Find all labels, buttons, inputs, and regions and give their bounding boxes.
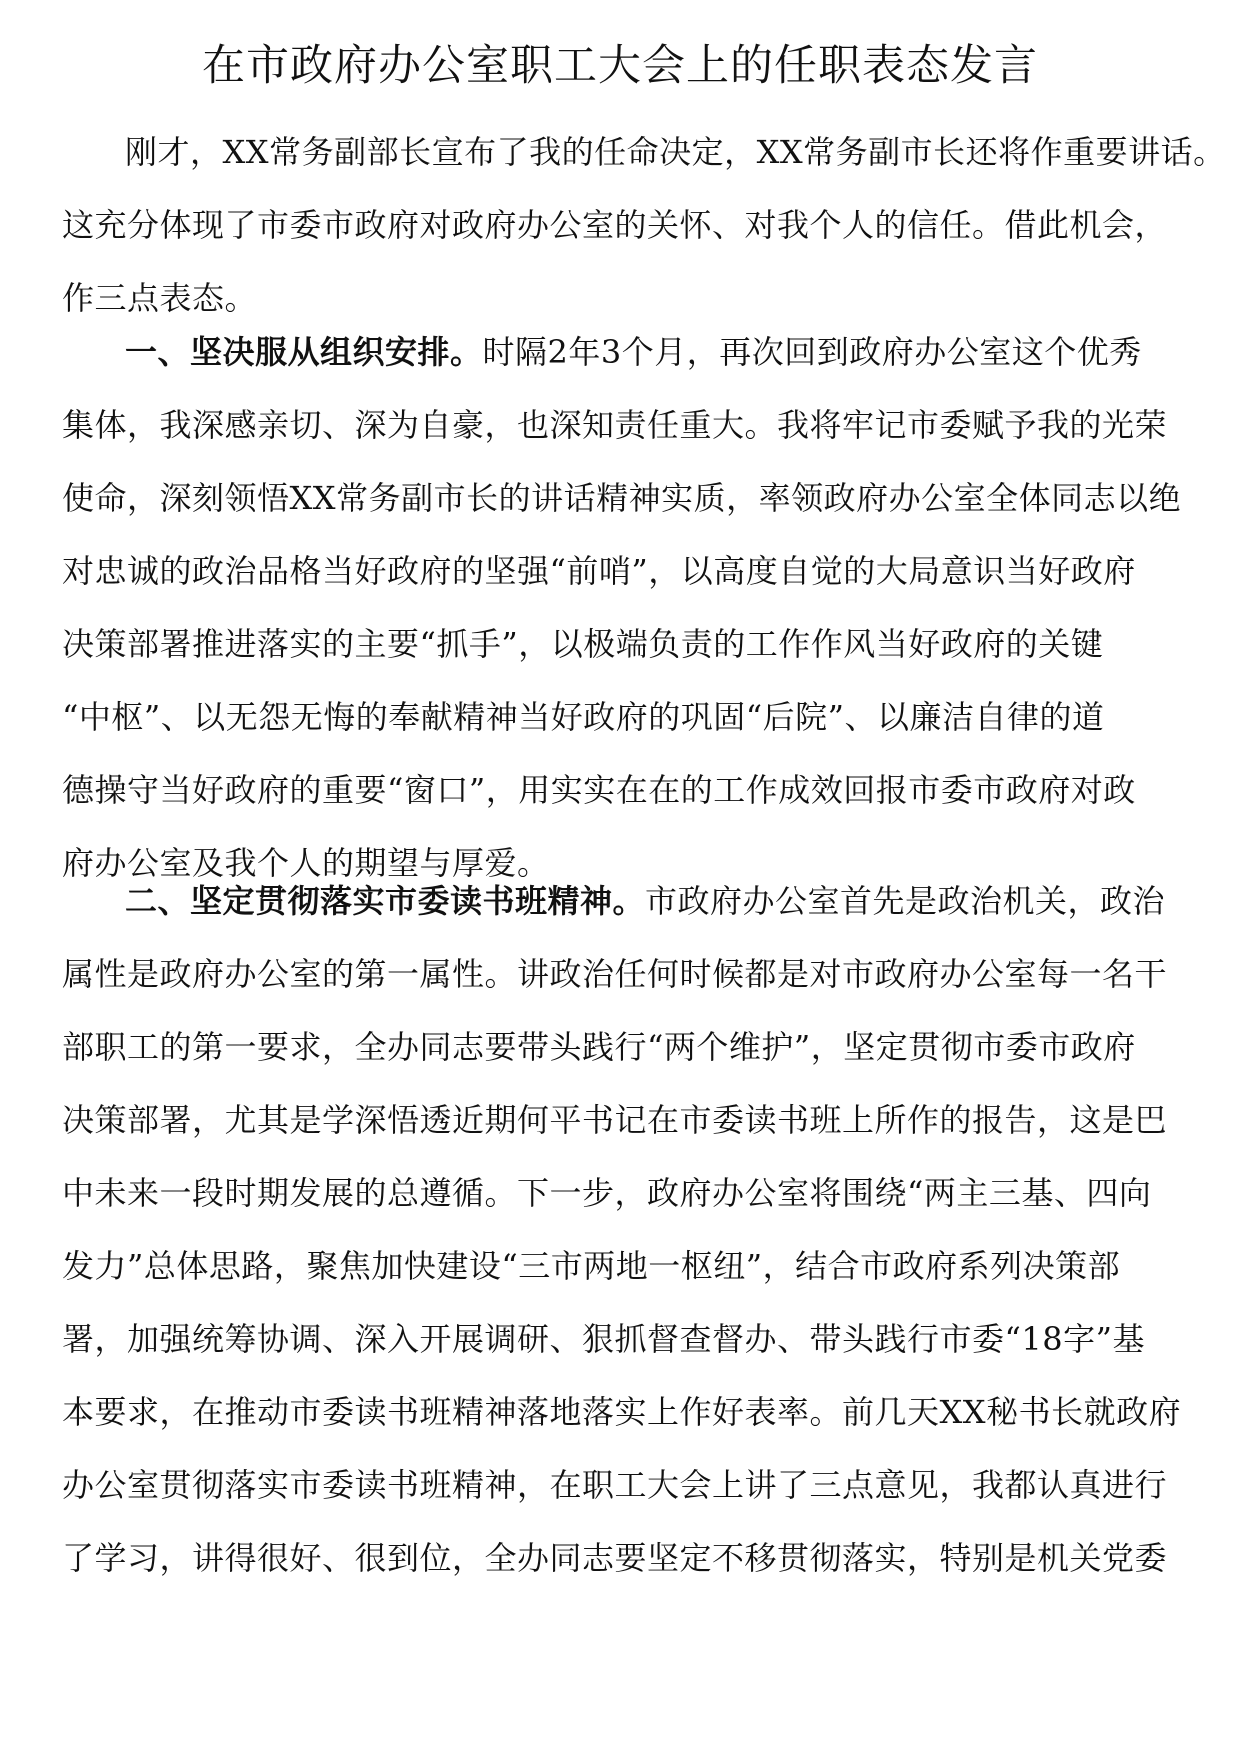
paragraph-opening bbox=[62, 116, 1226, 335]
paragraph-line: 办公室贯彻落实市委读书班精神，在职工大会上讲了三点意见，我都认真进行 bbox=[62, 1466, 1168, 1504]
paragraph-line: 署，加强统筹协调、深入开展调研、狠抓督查督办、带头践行市委“18字”基 bbox=[62, 1320, 1145, 1358]
document-title: 在市政府办公室职工大会上的任职表态发言 bbox=[202, 41, 1038, 91]
paragraph-line: 属性是政府办公室的第一属性。讲政治任何时候都是对市政府办公室每一名干 bbox=[62, 955, 1168, 993]
paragraph-line: 了学习，讲得很好、很到位，全办同志要坚定不移贯彻落实，特别是机关党委 bbox=[62, 1539, 1168, 1577]
paragraph-line: 集体，我深感亲切、深为自豪，也深知责任重大。我将牢记市委赋予我的光荣 bbox=[62, 406, 1168, 444]
paragraph-text: 时隔2年3个月，再次回到政府办公室这个优秀 bbox=[482, 333, 1142, 371]
section-heading: 二、坚定贯彻落实市委读书班精神。 bbox=[125, 882, 646, 920]
paragraph-first-line bbox=[62, 865, 1212, 938]
paragraph-line: 对忠诚的政治品格当好政府的坚强“前哨”，以高度自觉的大局意识当好政府 bbox=[62, 552, 1136, 590]
paragraph-text: 市政府办公室首先是政治机关，政治 bbox=[645, 882, 1166, 920]
paragraph-line: 府办公室及我个人的期望与厚爱。 bbox=[62, 844, 550, 882]
paragraph-point-two bbox=[62, 865, 1212, 1595]
paragraph-line: 这充分体现了市委市政府对政府办公室的关怀、对我个人的信任。借此机会， bbox=[62, 206, 1168, 244]
paragraph-line: 部职工的第一要求，全办同志要带头践行“两个维护”，坚定贯彻市委市政府 bbox=[62, 1028, 1136, 1066]
paragraph-line: 德操守当好政府的重要“窗口”，用实实在在的工作成效回报市委市政府对政 bbox=[62, 771, 1136, 809]
paragraph-point-one bbox=[62, 316, 1212, 900]
paragraph-line: 中未来一段时期发展的总遵循。下一步，政府办公室将围绕“两主三基、四向 bbox=[62, 1174, 1152, 1212]
paragraph-line: 作三点表态。 bbox=[62, 279, 258, 317]
paragraph-line: 决策部署，尤其是学深悟透近期何平书记在市委读书班上所作的报告，这是巴 bbox=[62, 1101, 1168, 1139]
paragraph-line: 刚才，XX常务副部长宣布了我的任命决定，XX常务副市长还将作重要讲话。 bbox=[125, 133, 1226, 171]
paragraph-line: “中枢”、以无怨无悔的奉献精神当好政府的巩固“后院”、以廉洁自律的道 bbox=[62, 698, 1105, 736]
paragraph-line: 本要求，在推动市委读书班精神落地落实上作好表率。前几天XX秘书长就政府 bbox=[62, 1393, 1182, 1431]
paragraph-line: 发力”总体思路，聚焦加快建设“三市两地一枢纽”，结合市政府系列决策部 bbox=[62, 1247, 1121, 1285]
paragraph-first-line bbox=[62, 316, 1212, 389]
paragraph-line: 使命，深刻领悟XX常务副市长的讲话精神实质，率领政府办公室全体同志以绝 bbox=[62, 479, 1182, 517]
paragraph-line: 决策部署推进落实的主要“抓手”，以极端负责的工作作风当好政府的关键 bbox=[62, 625, 1104, 663]
section-heading: 一、坚决服从组织安排。 bbox=[125, 333, 483, 371]
